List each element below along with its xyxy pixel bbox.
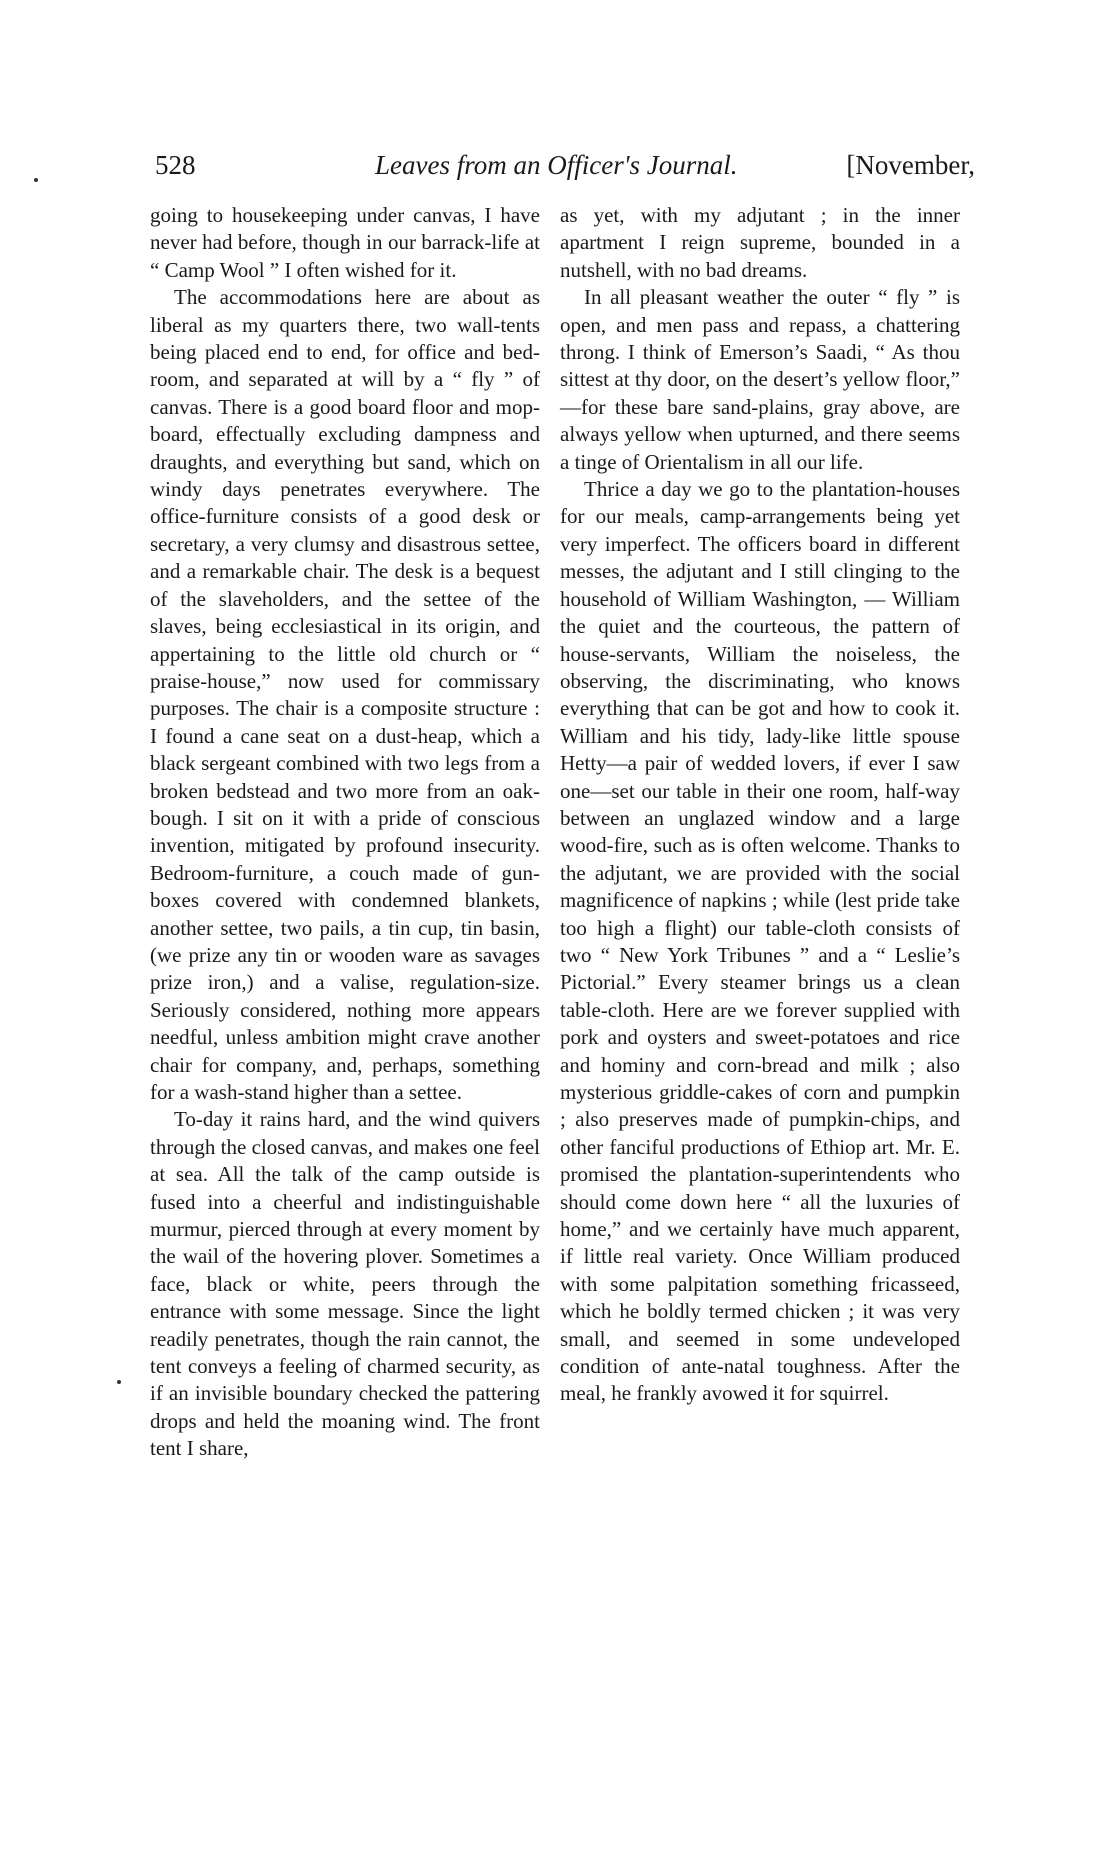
- left-paragraph-2: The accommodations here are about as liberal as my quarters there, two wall-tents being placed end to end, for office and bed-room, and separated at will by a “ fly ” of canvas. There is a good board floor and mop-board, effectually excluding dampness and draughts, and everything but sand, which on windy days penetrates everywhere. The office-furniture consists of a good desk or secretary, a very clumsy and disastrous settee, and a remarkable chair. The desk is a bequest of the slaveholders, and the settee of the slaves, being ecclesiastical in its origin, and appertaining to the little old church or “ praise-house,” now used for commissary purposes. The chair is a composite structure : I found a cane seat on a dust-heap, which a black sergeant combined with two legs from a broken bedstead and two more from an oak-bough. I sit on it with a pride of conscious invention, mitigated by profound insecurity. Bedroom-furniture, a couch made of gun-boxes covered with condemned blankets, another settee, two pails, a tin cup, tin basin, (we prize any tin or wooden ware as savages prize iron,) and a valise, regulation-size. Seriously considered, nothing more appears needful, unless ambition might crave another chair for company, and, perhaps, something for a wash-stand higher than a settee.: [150, 285, 540, 1104]
- left-column: [150, 202, 540, 1463]
- ink-speck: [34, 178, 38, 182]
- running-title: Leaves from an Officer's Journal.: [375, 150, 738, 180]
- right-paragraph-1: as yet, with my adjutant ; in the inner apartment I reign supreme, bounded in a nutshell, with no bad dreams.: [560, 203, 960, 282]
- running-header: [155, 150, 975, 190]
- right-column: [560, 202, 960, 1408]
- header-month: [November,: [846, 150, 975, 180]
- ink-speck: [117, 1380, 121, 1384]
- right-paragraph-2: In all pleasant weather the outer “ fly ” is open, and men pass and repass, a chattering throng. I think of Emerson’s Saadi, “ As thou sittest at thy door, on the desert’s yellow floor,” —for these bare sand-plains, gray above, are always yellow when upturned, and there seems a tinge of Orientalism in all our life.: [560, 285, 960, 474]
- page-number: 528: [155, 150, 196, 180]
- left-paragraph-3: To-day it rains hard, and the wind quivers through the closed canvas, and makes one feel at sea. All the talk of the camp outside is fused into a cheerful and indistinguishable murmur, pierced through at every moment by the wail of the hovering plover. Sometimes a face, black or white, peers through the entrance with some message. Since the light readily penetrates, though the rain cannot, the tent conveys a feeling of charmed security, as if an invisible boundary checked the pattering drops and held the moaning wind. The front tent I share,: [150, 1107, 540, 1461]
- right-paragraph-3: Thrice a day we go to the plantation-houses for our meals, camp-arrangements being yet very imperfect. The officers board in different messes, the adjutant and I still clinging to the household of William Washington, — William the quiet and the courteous, the pattern of house-servants, William the noiseless, the observing, the discriminating, who knows everything that can be got and how to cook it. William and his tidy, lady-like little spouse Hetty—a pair of wedded lovers, if ever I saw one—set our table in their one room, half-way between an unglazed window and a large wood-fire, such as is often welcome. Thanks to the adjutant, we are provided with the social magnificence of napkins ; while (lest pride take too high a flight) our table-cloth consists of two “ New York Tribunes ” and a “ Leslie’s Pictorial.” Every steamer brings us a clean table-cloth. Here are we forever supplied with pork and oysters and sweet-potatoes and rice and hominy and corn-bread and milk ; also mysterious griddle-cakes of corn and pumpkin ; also preserves made of pumpkin-chips, and other fanciful productions of Ethiop art. Mr. E. promised the plantation-superintendents who should come down here “ all the luxuries of home,” and we certainly have much apparent, if little real variety. Once William produced with some palpitation something fricasseed, which he boldly termed chicken ; it was very small, and seemed in some undeveloped condition of ante-natal toughness. After the meal, he frankly avowed it for squirrel.: [560, 477, 960, 1406]
- left-paragraph-1: going to housekeeping under canvas, I have never had before, though in our barrack-life at “ Camp Wool ” I often wished for it.: [150, 203, 540, 282]
